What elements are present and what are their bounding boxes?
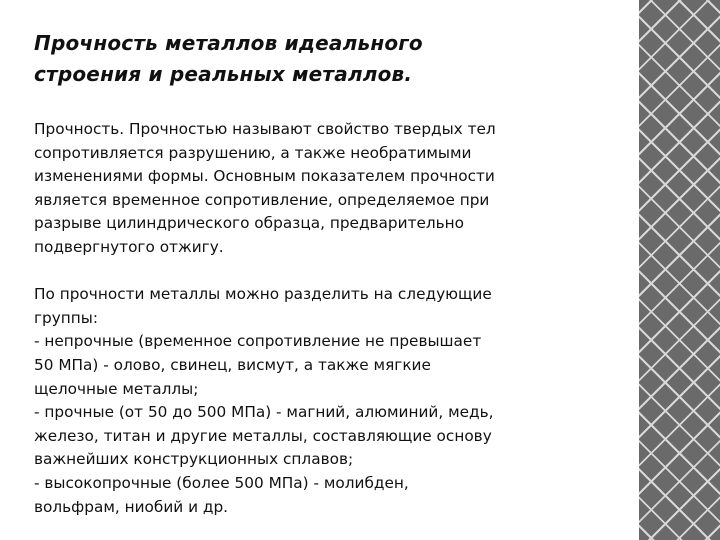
body-line: изменениями формы. Основным показателем прочности bbox=[34, 167, 495, 186]
body-line: подвергнутого отжигу. bbox=[34, 237, 224, 256]
title-line-2: строения и реальных металлов. bbox=[34, 62, 413, 86]
decorative-pattern-strip bbox=[639, 0, 720, 540]
slide-body bbox=[34, 118, 594, 519]
body-line: Прочность. Прочностью называют свойство твердых тел bbox=[34, 120, 496, 138]
body-line: важнейших конструкционных сплавов; bbox=[34, 450, 354, 469]
body-line: группы: bbox=[34, 308, 99, 327]
body-line: По прочности металлы можно разделить на следующие bbox=[34, 285, 492, 304]
body-line: разрыве цилиндрического образца, предварительно bbox=[34, 214, 465, 233]
body-line: 50 МПа) - олово, свинец, висмут, а также мягкие bbox=[34, 355, 431, 374]
slide-title bbox=[34, 28, 594, 90]
paragraph-gap bbox=[34, 260, 594, 284]
body-line: щелочные металлы; bbox=[34, 379, 199, 398]
slide-content bbox=[34, 28, 594, 519]
body-line: является временное сопротивление, определяемое при bbox=[34, 190, 490, 209]
body-line: вольфрам, ниобий и др. bbox=[34, 497, 229, 516]
body-line: железо, титан и другие металлы, составляющие основу bbox=[34, 426, 492, 445]
list-item: - непрочные (временное сопротивление не превышает bbox=[34, 332, 482, 351]
title-line-1: Прочность металлов идеального bbox=[34, 31, 423, 55]
list-item: - прочные (от 50 до 500 МПа) - магний, алюминий, медь, bbox=[34, 403, 494, 422]
list-item: - высокопрочные (более 500 МПа) - молибден, bbox=[34, 473, 409, 492]
body-line: сопротивляется разрушению, а также необратимыми bbox=[34, 143, 472, 162]
